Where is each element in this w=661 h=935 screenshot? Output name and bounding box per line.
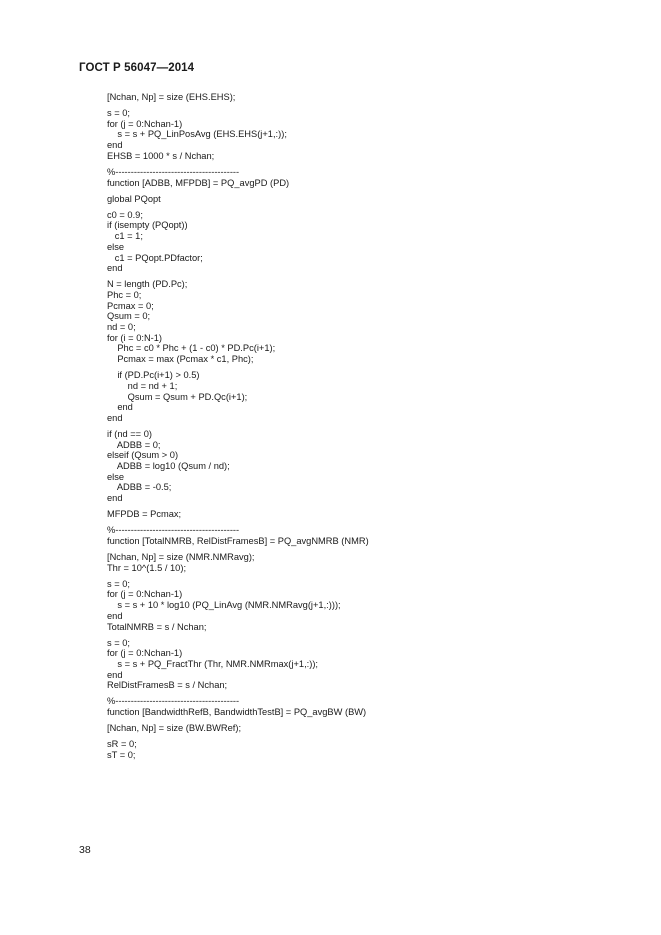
code-line: end	[107, 610, 123, 621]
code-line: end	[107, 669, 123, 680]
code-line: [Nchan, Np] = size (EHS.EHS);	[107, 92, 236, 102]
code-line: c1 = PQopt.PDfactor;	[107, 252, 203, 263]
code-line: Qsum = 0;	[107, 311, 151, 322]
code-line: else	[107, 241, 125, 252]
code-line: if (isempty (PQopt))	[107, 220, 188, 231]
code-line: TotalNMRB = s / Nchan;	[107, 621, 207, 632]
code-line: Pcmax = 0;	[107, 300, 154, 311]
code-block	[107, 429, 607, 504]
code-line: Phc = c0 * Phc + (1 - c0) * PD.Pc(i+1);	[107, 343, 276, 354]
code-line: if (nd == 0)	[107, 428, 152, 439]
code-line: for (i = 0:N-1)	[107, 332, 163, 343]
code-line: Qsum = Qsum + PD.Qc(i+1);	[107, 391, 248, 402]
code-block	[107, 210, 607, 274]
code-line: [Nchan, Np] = size (NMR.NMRavg);	[107, 552, 255, 563]
code-line: ADBB = -0.5;	[107, 482, 172, 493]
code-line: s = s + PQ_LinPosAvg (EHS.EHS(j+1,:));	[107, 129, 287, 140]
code-block	[107, 638, 607, 691]
code-line: end	[107, 140, 123, 151]
page-number: 38	[79, 844, 91, 856]
code-line: else	[107, 471, 125, 482]
code-block	[107, 370, 607, 423]
code-block	[107, 525, 607, 546]
code-line: EHSB = 1000 * s / Nchan;	[107, 150, 215, 161]
code-line: nd = nd + 1;	[107, 380, 178, 391]
code-block	[107, 279, 607, 365]
code-line: s = 0;	[107, 578, 130, 589]
code-line: sR = 0;	[107, 739, 137, 750]
code-line: s = s + 10 * log10 (PQ_LinAvg (NMR.NMRavg(j+1,:)));	[107, 600, 341, 611]
code-block	[107, 92, 607, 103]
code-line: s = 0;	[107, 108, 130, 119]
code-line: Thr = 10^(1.5 / 10);	[107, 562, 187, 573]
code-line: for (j = 0:Nchan-1)	[107, 118, 183, 129]
code-block	[107, 167, 607, 188]
code-line: nd = 0;	[107, 322, 136, 333]
code-line: global PQopt	[107, 193, 161, 204]
code-block	[107, 696, 607, 717]
code-line: end	[107, 412, 123, 423]
code-line: %----------------------------------------	[107, 166, 240, 177]
code-line: for (j = 0:Nchan-1)	[107, 648, 183, 659]
code-line: if (PD.Pc(i+1) > 0.5)	[107, 370, 200, 381]
code-line: s = s + PQ_FractThr (Thr, NMR.NMRmax(j+1,:));	[107, 659, 319, 669]
code-line: %----------------------------------------	[107, 696, 240, 707]
code-line: for (j = 0:Nchan-1)	[107, 589, 183, 600]
code-block	[107, 723, 607, 734]
code-line: end	[107, 493, 123, 504]
code-line: Pcmax = max (Pcmax * c1, Phc);	[107, 354, 254, 365]
code-block	[107, 579, 607, 632]
code-block	[107, 108, 607, 161]
document-header: ГОСТ Р 56047—2014	[79, 62, 195, 74]
code-line: N = length (PD.Pc);	[107, 279, 188, 290]
code-line: [Nchan, Np] = size (BW.BWRef);	[107, 723, 242, 734]
code-line: elseif (Qsum > 0)	[107, 450, 179, 461]
code-line: end	[107, 263, 123, 274]
code-line: function [TotalNMRB, RelDistFramesB] = PQ_avgNMRB (NMR)	[107, 535, 369, 546]
code-line: ADBB = log10 (Qsum / nd);	[107, 461, 230, 472]
code-listing	[107, 92, 607, 761]
code-line: c1 = 1;	[107, 231, 143, 242]
code-block	[107, 194, 607, 205]
code-line: ADBB = 0;	[107, 439, 161, 450]
code-block	[107, 552, 607, 573]
code-line: function [BandwidthRefB, BandwidthTestB] = PQ_avgBW (BW)	[107, 707, 367, 718]
code-block	[107, 509, 607, 520]
code-line: Phc = 0;	[107, 289, 142, 300]
code-line: s = 0;	[107, 637, 130, 648]
code-line: c0 = 0.9;	[107, 209, 143, 220]
code-line: MFPDB = Pcmax;	[107, 509, 182, 520]
code-line: %----------------------------------------	[107, 525, 240, 536]
code-line: sT = 0;	[107, 749, 136, 760]
code-line: end	[107, 402, 133, 413]
code-line: RelDistFramesB = s / Nchan;	[107, 680, 228, 691]
code-block	[107, 739, 607, 760]
code-line: function [ADBB, MFPDB] = PQ_avgPD (PD)	[107, 177, 290, 188]
